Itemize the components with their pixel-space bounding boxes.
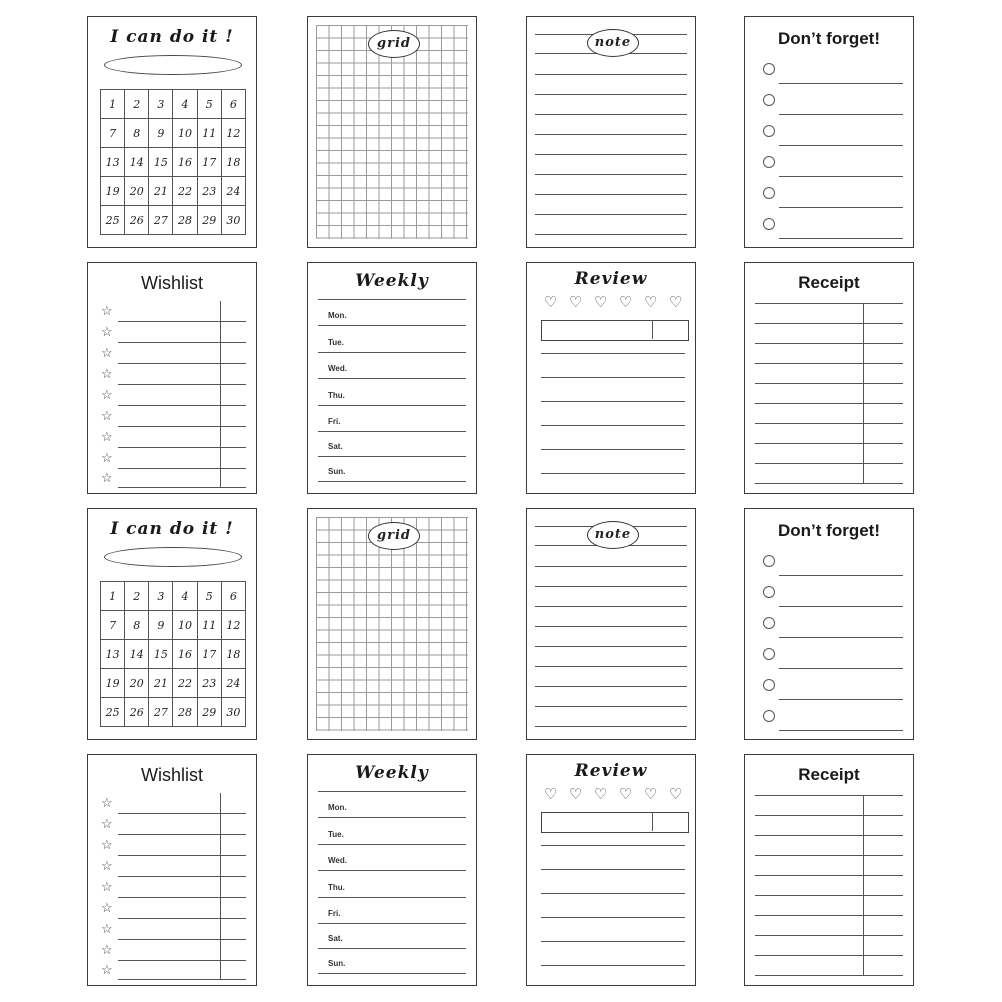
calendar-cell: 10 <box>173 119 197 148</box>
receipt-line <box>755 815 903 816</box>
note-line <box>535 154 687 155</box>
star-outline-icon: ☆ <box>101 900 113 915</box>
receipt-line <box>755 343 903 344</box>
weekly-line <box>318 923 466 924</box>
checklist-line <box>779 730 903 731</box>
day-label: Mon. <box>328 803 347 812</box>
day-label: Wed. <box>328 364 347 373</box>
dont-forget-card <box>744 16 914 248</box>
calendar-grid <box>100 581 246 727</box>
day-label: Tue. <box>328 830 344 839</box>
star-outline-icon: ☆ <box>101 345 113 360</box>
review-line <box>541 401 685 402</box>
calendar-cell: 22 <box>173 669 197 698</box>
grid-label: grid <box>368 30 420 58</box>
weekly-line <box>318 431 466 432</box>
weekly-title: Weekly <box>355 271 429 291</box>
circle-outline-icon <box>763 648 775 660</box>
heart-outline-icon: ♡ <box>569 786 583 803</box>
calendar-cell: 30 <box>221 698 245 727</box>
grid-label: grid <box>368 522 420 550</box>
weekly-line <box>318 791 466 792</box>
weekly-line <box>318 844 466 845</box>
receipt-line <box>755 915 903 916</box>
heart-outline-icon: ♡ <box>644 294 658 311</box>
wishlist-line <box>118 876 246 877</box>
calendar-cell: 21 <box>149 669 173 698</box>
calendar-cell: 14 <box>125 640 149 669</box>
review-title: Review <box>574 269 648 289</box>
calendar-cell: 12 <box>221 119 245 148</box>
calendar-cell: 2 <box>125 90 149 119</box>
calendar-row <box>101 148 246 177</box>
circle-outline-icon <box>763 586 775 598</box>
calendar-cell: 19 <box>101 669 125 698</box>
receipt-line <box>755 403 903 404</box>
star-outline-icon: ☆ <box>101 324 113 339</box>
calendar-card <box>87 508 257 740</box>
wishlist-line <box>118 979 246 980</box>
calendar-cell: 18 <box>221 148 245 177</box>
grid-card <box>307 16 477 248</box>
calendar-row <box>101 177 246 206</box>
circle-outline-icon <box>763 94 775 106</box>
star-outline-icon: ☆ <box>101 470 113 485</box>
heart-outline-icon: ♡ <box>619 786 633 803</box>
note-line <box>535 646 687 647</box>
receipt-divider <box>863 303 864 483</box>
note-line <box>535 686 687 687</box>
calendar-cell: 16 <box>173 640 197 669</box>
weekly-line <box>318 405 466 406</box>
note-line <box>535 214 687 215</box>
receipt-line <box>755 443 903 444</box>
checklist-line <box>779 114 903 115</box>
day-label: Thu. <box>328 883 345 892</box>
review-summary-box <box>541 812 689 833</box>
circle-outline-icon <box>763 710 775 722</box>
checklist-line <box>779 176 903 177</box>
weekly-line <box>318 973 466 974</box>
receipt-line <box>755 795 903 796</box>
calendar-cell: 29 <box>197 206 221 235</box>
receipt-line <box>755 975 903 976</box>
calendar-title: I can do it ! <box>110 27 234 47</box>
receipt-card <box>744 754 914 986</box>
calendar-cell: 13 <box>101 148 125 177</box>
calendar-cell: 3 <box>149 90 173 119</box>
weekly-line <box>318 352 466 353</box>
circle-outline-icon <box>763 156 775 168</box>
calendar-cell: 9 <box>149 611 173 640</box>
star-outline-icon: ☆ <box>101 858 113 873</box>
day-label: Mon. <box>328 311 347 320</box>
calendar-cell: 11 <box>197 119 221 148</box>
note-line <box>535 94 687 95</box>
circle-outline-icon <box>763 63 775 75</box>
checklist-line <box>779 238 903 239</box>
heart-outline-icon: ♡ <box>669 786 683 803</box>
circle-outline-icon <box>763 617 775 629</box>
wishlist-title: Wishlist <box>141 273 203 293</box>
heart-outline-icon: ♡ <box>594 294 608 311</box>
calendar-cell: 14 <box>125 148 149 177</box>
calendar-grid <box>100 89 246 235</box>
weekly-line <box>318 870 466 871</box>
checklist-line <box>779 668 903 669</box>
review-line <box>541 473 685 474</box>
star-outline-icon: ☆ <box>101 942 113 957</box>
weekly-line <box>318 817 466 818</box>
calendar-cell: 25 <box>101 698 125 727</box>
review-line <box>541 869 685 870</box>
wishlist-line <box>118 813 246 814</box>
note-line <box>535 626 687 627</box>
dont-forget-card <box>744 508 914 740</box>
circle-outline-icon <box>763 125 775 137</box>
heart-outline-icon: ♡ <box>544 786 558 803</box>
star-outline-icon: ☆ <box>101 366 113 381</box>
weekly-line <box>318 299 466 300</box>
receipt-card <box>744 262 914 494</box>
weekly-card <box>307 262 477 494</box>
calendar-card <box>87 16 257 248</box>
wishlist-line <box>118 447 246 448</box>
note-card <box>526 16 696 248</box>
note-line <box>535 666 687 667</box>
star-outline-icon: ☆ <box>101 408 113 423</box>
review-summary-box <box>541 320 689 341</box>
calendar-cell: 7 <box>101 611 125 640</box>
calendar-cell: 28 <box>173 206 197 235</box>
day-label: Sun. <box>328 467 346 476</box>
receipt-line <box>755 875 903 876</box>
goal-oval <box>104 547 242 567</box>
dont-forget-title: Don’t forget! <box>778 521 880 540</box>
weekly-line <box>318 948 466 949</box>
checklist-line <box>779 83 903 84</box>
calendar-cell: 26 <box>125 206 149 235</box>
calendar-cell: 1 <box>101 582 125 611</box>
calendar-cell: 19 <box>101 177 125 206</box>
weekly-title: Weekly <box>355 763 429 783</box>
receipt-title: Receipt <box>798 273 860 292</box>
calendar-cell: 17 <box>197 148 221 177</box>
receipt-line <box>755 483 903 484</box>
heart-outline-icon: ♡ <box>644 786 658 803</box>
receipt-line <box>755 383 903 384</box>
heart-outline-icon: ♡ <box>619 294 633 311</box>
review-line <box>541 377 685 378</box>
calendar-cell: 26 <box>125 698 149 727</box>
review-line <box>541 965 685 966</box>
wishlist-card <box>87 754 257 986</box>
wishlist-line <box>118 342 246 343</box>
receipt-line <box>755 303 903 304</box>
calendar-cell: 22 <box>173 177 197 206</box>
star-outline-icon: ☆ <box>101 795 113 810</box>
circle-outline-icon <box>763 679 775 691</box>
wishlist-card <box>87 262 257 494</box>
wishlist-divider <box>220 793 221 979</box>
heart-outline-icon: ♡ <box>594 786 608 803</box>
day-label: Thu. <box>328 391 345 400</box>
calendar-row <box>101 669 246 698</box>
weekly-card <box>307 754 477 986</box>
calendar-cell: 18 <box>221 640 245 669</box>
wishlist-line <box>118 487 246 488</box>
review-line <box>541 893 685 894</box>
circle-outline-icon <box>763 218 775 230</box>
calendar-cell: 20 <box>125 177 149 206</box>
calendar-cell: 13 <box>101 640 125 669</box>
heart-outline-icon: ♡ <box>569 294 583 311</box>
review-line <box>541 449 685 450</box>
wishlist-title: Wishlist <box>141 765 203 785</box>
calendar-cell: 10 <box>173 611 197 640</box>
star-outline-icon: ☆ <box>101 429 113 444</box>
calendar-cell: 29 <box>197 698 221 727</box>
goal-oval <box>104 55 242 75</box>
calendar-cell: 4 <box>173 582 197 611</box>
star-outline-icon: ☆ <box>101 387 113 402</box>
note-line <box>535 566 687 567</box>
note-label: note <box>587 29 639 57</box>
calendar-cell: 25 <box>101 206 125 235</box>
calendar-cell: 8 <box>125 119 149 148</box>
review-card <box>526 262 696 494</box>
calendar-cell: 15 <box>149 640 173 669</box>
calendar-cell: 2 <box>125 582 149 611</box>
calendar-cell: 7 <box>101 119 125 148</box>
review-line <box>541 425 685 426</box>
calendar-cell: 6 <box>221 582 245 611</box>
review-card <box>526 754 696 986</box>
note-line <box>535 134 687 135</box>
wishlist-line <box>118 321 246 322</box>
calendar-cell: 23 <box>197 177 221 206</box>
receipt-line <box>755 423 903 424</box>
calendar-cell: 11 <box>197 611 221 640</box>
review-line <box>541 845 685 846</box>
note-line <box>535 74 687 75</box>
receipt-title: Receipt <box>798 765 860 784</box>
calendar-cell: 17 <box>197 640 221 669</box>
calendar-cell: 1 <box>101 90 125 119</box>
receipt-line <box>755 935 903 936</box>
receipt-line <box>755 363 903 364</box>
star-outline-icon: ☆ <box>101 837 113 852</box>
checklist-line <box>779 606 903 607</box>
calendar-cell: 5 <box>197 90 221 119</box>
note-line <box>535 174 687 175</box>
wishlist-line <box>118 855 246 856</box>
note-line <box>535 114 687 115</box>
note-line <box>535 706 687 707</box>
day-label: Fri. <box>328 909 341 918</box>
calendar-row <box>101 611 246 640</box>
calendar-cell: 30 <box>221 206 245 235</box>
checklist-line <box>779 575 903 576</box>
star-outline-icon: ☆ <box>101 962 113 977</box>
note-line <box>535 234 687 235</box>
review-box-divider <box>652 320 653 339</box>
review-line <box>541 941 685 942</box>
checklist-line <box>779 699 903 700</box>
calendar-cell: 5 <box>197 582 221 611</box>
heart-outline-icon: ♡ <box>669 294 683 311</box>
day-label: Tue. <box>328 338 344 347</box>
review-line <box>541 353 685 354</box>
day-label: Sun. <box>328 959 346 968</box>
calendar-row <box>101 119 246 148</box>
star-outline-icon: ☆ <box>101 816 113 831</box>
wishlist-line <box>118 939 246 940</box>
weekly-line <box>318 325 466 326</box>
calendar-cell: 20 <box>125 669 149 698</box>
calendar-row <box>101 698 246 727</box>
receipt-line <box>755 855 903 856</box>
wishlist-line <box>118 384 246 385</box>
calendar-cell: 15 <box>149 148 173 177</box>
wishlist-line <box>118 426 246 427</box>
circle-outline-icon <box>763 555 775 567</box>
wishlist-line <box>118 834 246 835</box>
receipt-line <box>755 463 903 464</box>
note-line <box>535 606 687 607</box>
star-outline-icon: ☆ <box>101 303 113 318</box>
note-line <box>535 586 687 587</box>
note-line <box>535 726 687 727</box>
review-line <box>541 917 685 918</box>
heart-outline-icon: ♡ <box>544 294 558 311</box>
calendar-cell: 24 <box>221 177 245 206</box>
calendar-row <box>101 582 246 611</box>
receipt-line <box>755 895 903 896</box>
review-title: Review <box>574 761 648 781</box>
calendar-cell: 16 <box>173 148 197 177</box>
receipt-divider <box>863 795 864 975</box>
day-label: Sat. <box>328 934 343 943</box>
calendar-cell: 4 <box>173 90 197 119</box>
note-line <box>535 194 687 195</box>
circle-outline-icon <box>763 187 775 199</box>
wishlist-line <box>118 918 246 919</box>
checklist-line <box>779 145 903 146</box>
star-outline-icon: ☆ <box>101 921 113 936</box>
calendar-cell: 9 <box>149 119 173 148</box>
day-label: Sat. <box>328 442 343 451</box>
wishlist-line <box>118 468 246 469</box>
weekly-line <box>318 378 466 379</box>
calendar-row <box>101 206 246 235</box>
day-label: Wed. <box>328 856 347 865</box>
calendar-cell: 12 <box>221 611 245 640</box>
calendar-row <box>101 640 246 669</box>
calendar-row <box>101 90 246 119</box>
wishlist-divider <box>220 301 221 487</box>
review-box-divider <box>652 812 653 831</box>
grid-card <box>307 508 477 740</box>
wishlist-line <box>118 363 246 364</box>
weekly-line <box>318 456 466 457</box>
calendar-cell: 27 <box>149 698 173 727</box>
day-label: Fri. <box>328 417 341 426</box>
calendar-cell: 6 <box>221 90 245 119</box>
wishlist-line <box>118 960 246 961</box>
calendar-cell: 8 <box>125 611 149 640</box>
calendar-cell: 3 <box>149 582 173 611</box>
calendar-cell: 23 <box>197 669 221 698</box>
calendar-cell: 27 <box>149 206 173 235</box>
wishlist-line <box>118 405 246 406</box>
checklist-line <box>779 207 903 208</box>
star-outline-icon: ☆ <box>101 879 113 894</box>
dont-forget-title: Don’t forget! <box>778 29 880 48</box>
calendar-cell: 24 <box>221 669 245 698</box>
wishlist-line <box>118 897 246 898</box>
weekly-line <box>318 481 466 482</box>
calendar-cell: 28 <box>173 698 197 727</box>
calendar-cell: 21 <box>149 177 173 206</box>
weekly-line <box>318 897 466 898</box>
receipt-line <box>755 835 903 836</box>
calendar-title: I can do it ! <box>110 519 234 539</box>
star-outline-icon: ☆ <box>101 450 113 465</box>
note-label: note <box>587 521 639 549</box>
checklist-line <box>779 637 903 638</box>
receipt-line <box>755 955 903 956</box>
note-card <box>526 508 696 740</box>
receipt-line <box>755 323 903 324</box>
